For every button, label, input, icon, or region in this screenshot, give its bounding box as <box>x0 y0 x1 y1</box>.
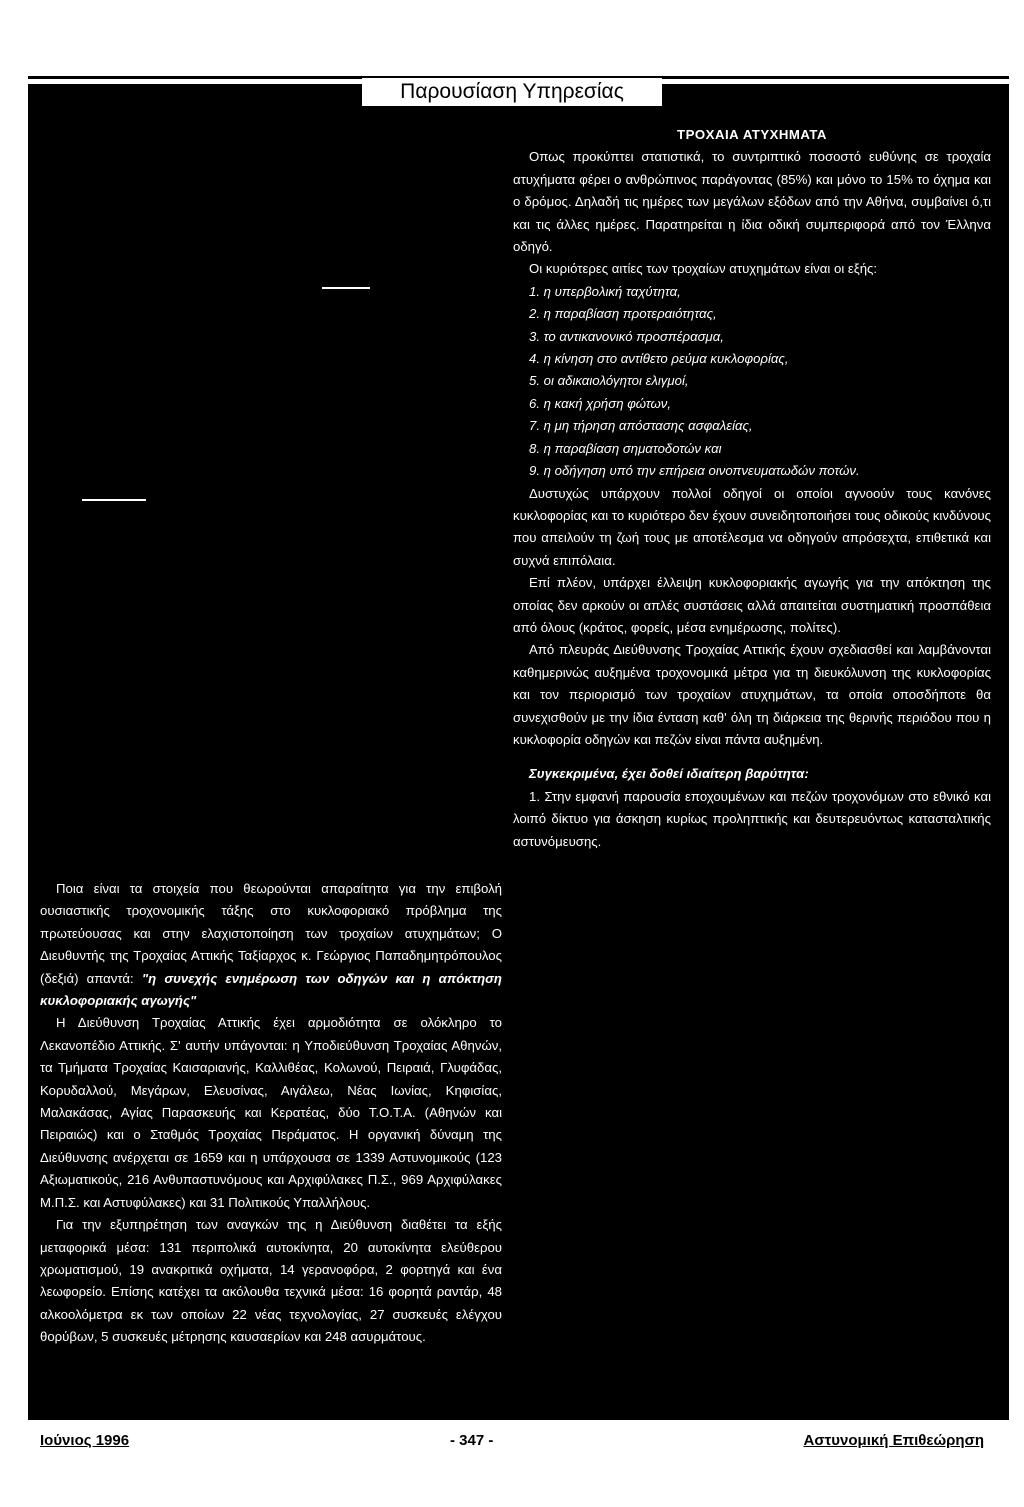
left-column <box>40 878 502 1349</box>
causes-intro: Οι κυριότερες αιτίες των τροχαίων ατυχημάτων είναι οι εξής: <box>529 261 878 277</box>
decorative-dash <box>82 499 146 501</box>
footer-date: Ιούνιος 1996 <box>40 1432 130 1449</box>
decorative-dash <box>322 287 370 289</box>
body-paragraph: Η Διεύθυνση Τροχαίας Αττικής έχει αρμοδιότητα σε ολόκληρο το Λεκανοπέδιο Αττικής. Σ' αυτήν υπάγονται: η Υποδιεύθυνση Τροχαίας Αθηνών, τα Τμήματα Τροχαίας Καισαριανής, Καλλιθέας, Κολωνού, Πειραιά, Γλυφάδας, Κορυδαλλού, Μεγάρων, Ελευσίνας, Αιγάλεω, Νέας Ιωνίας, Κηφισίας, Μαλακάσας, Αγίας Παρασκευής και Κερατέας, δύο Τ.Ο.Τ.Α. (Αθηνών και Πειραιώς) και ο Σταθμός Τροχαίας Περάματος. Η οργανική δύναμη της Διεύθυνσης ανέρχεται σε 1659 και η υπάρχουσα σε 1339 Αστυνομικούς (123 Αξιωματικούς, 216 Ανθυπαστυνόμους και Αρχιφύλακες Π.Σ., 969 Αρχιφύλακες Μ.Π.Σ. και Αστυφύλακες) και 31 Πολιτικούς Υπαλλήλους. <box>40 1015 502 1210</box>
cause-item: 1. η υπερβολική ταχύτητα, <box>529 283 681 299</box>
body-paragraph: Δυστυχώς υπάρχουν πολλοί οδηγοί οι οποίοι αγνοούν τους κανόνες κυκλοφορίας και το κυριότερο δεν έχουν συνειδητοποιήσει τους οδικούς κινδύνους που απειλούν τη ζωή τους με αποτέλεσμα να οδηγούν απρόσεχτα, επιθετικά και συχνά επιπόλαια. <box>513 485 991 568</box>
cause-item: 4. η κίνηση στο αντίθετο ρεύμα κυκλοφορίας, <box>529 351 789 367</box>
cause-item: 8. η παραβίαση σηματοδοτών και <box>529 440 722 456</box>
section-heading: ΤΡΟΧΑΙΑ ΑΤΥΧΗΜΑΤΑ <box>677 127 827 142</box>
intro-paragraph: Οπως προκύπτει στατιστικά, το συντριπτικό ποσοστό ευθύνης σε τροχαία ατυχήματα φέρει ο ανθρώπινος παράγοντας (85%) και μόνο το 15% το όχημα και ο δρόμος. Δηλαδή τις ημέρες των μεγάλων εξόδων από την Αθήνα, συμβαίνει ό,τι και τις άλλες ημέρες. Παρατηρείται η ίδια οδική συμπεριφορά από τον Έλληνα οδηγό. <box>513 149 991 255</box>
interview-intro <box>40 878 502 1012</box>
page-footer <box>40 1432 984 1456</box>
cause-item: 2. η παραβίαση προτεραιότητας, <box>529 306 717 322</box>
cause-item: 7. η μη τήρηση απόστασης ασφαλείας, <box>529 418 753 434</box>
emphasis-line: Συγκεκριμένα, έχει δοθεί ιδιαίτερη βαρύτητα: <box>529 766 809 782</box>
numbered-point: 1. Στην εμφανή παρουσία εποχουμένων και πεζών τροχονόμων στο εθνικό και λοιπό δίκτυο για άσκηση κυρίως προληπτικής και δευτερευόντως κατασταλτικής αστυνόμευσης. <box>513 788 991 849</box>
cause-item: 6. η κακή χρήση φώτων, <box>529 395 672 411</box>
body-paragraph: Για την εξυπηρέτηση των αναγκών της η Διεύθυνση διαθέτει τα εξής μεταφορικά μέσα: 131 περιπολικά αυτοκίνητα, 20 αυτοκίνητα ελεύθερου χρωματισμού, 19 ανακριτικά οχήματα, 14 γερανοφόρα, 2 φορτηγά και ένα λεωφορείο. Επίσης κατέχει τα ακόλουθα τεχνικά μέσα: 16 φορητά ραντάρ, 48 αλκοολόμετρα εκ των οποίων 22 νέας τεχνολογίας, 27 συσκευές ελέγχου θορύβων, 5 συσκευές μέτρησης καυσαερίων και 248 ασυρμάτους. <box>40 1217 502 1345</box>
page-title: Παρουσίαση Υπηρεσίας <box>362 78 662 106</box>
page-number: - 347 - <box>450 1432 494 1449</box>
footer-journal: Αστυνομική Επιθεώρηση <box>803 1432 984 1449</box>
intro-text: Ποια είναι τα στοιχεία που θεωρούνται απαραίτητα για την επιβολή ουσιαστικής τροχονομικής τάξης στο κυκλοφοριακό πρόβλημα της πρωτεύουσας και στην ελαχιστοποίηση των τροχαίων ατυχημάτων; Ο Διευθυντής της Τροχαίας Αττικής Ταξίαρχος κ. Γεώργιος Παπαδημητρόπουλος (δεξιά) απαντά: <box>40 881 502 986</box>
cause-item: 5. οι αδικαιολόγητοι ελιγμοί, <box>529 373 689 389</box>
intro-quote: "η συνεχής ενημέρωση των οδηγών και η απόκτηση κυκλοφοριακής αγωγής" <box>40 970 502 1009</box>
cause-item: 3. το αντικανονικό προσπέρασμα, <box>529 328 724 344</box>
cause-item: 9. η οδήγηση υπό την επήρεια οινοπνευματωδών ποτών. <box>529 463 860 479</box>
body-paragraph: Από πλευράς Διεύθυνσης Τροχαίας Αττικής έχουν σχεδιασθεί και λαμβάνονται καθημερινώς αυξημένα τροχονομικά μέτρα για τη διευκόλυνση της κυκλοφορίας και τον περιορισμό των τροχαίων ατυχημάτων, τα οποία οποσδήποτε θα συνεχισθούν με την ίδια ένταση καθ' όλη τη διάρκεια της θερινής περιόδου που η κυκλοφορία οδηγών και πεζών είναι πάντα αυξημένη. <box>513 642 991 747</box>
body-paragraph: Επί πλέον, υπάρχει έλλειψη κυκλοφοριακής αγωγής για την απόκτηση της οποίας δεν αρκούν οι απλές συστάσεις αλλά απαιτείται συστηματική προσπάθεια από όλους (κράτος, φορείς, μέσα ενημέρωσης, πολίτες). <box>513 575 991 635</box>
right-column <box>513 124 991 853</box>
